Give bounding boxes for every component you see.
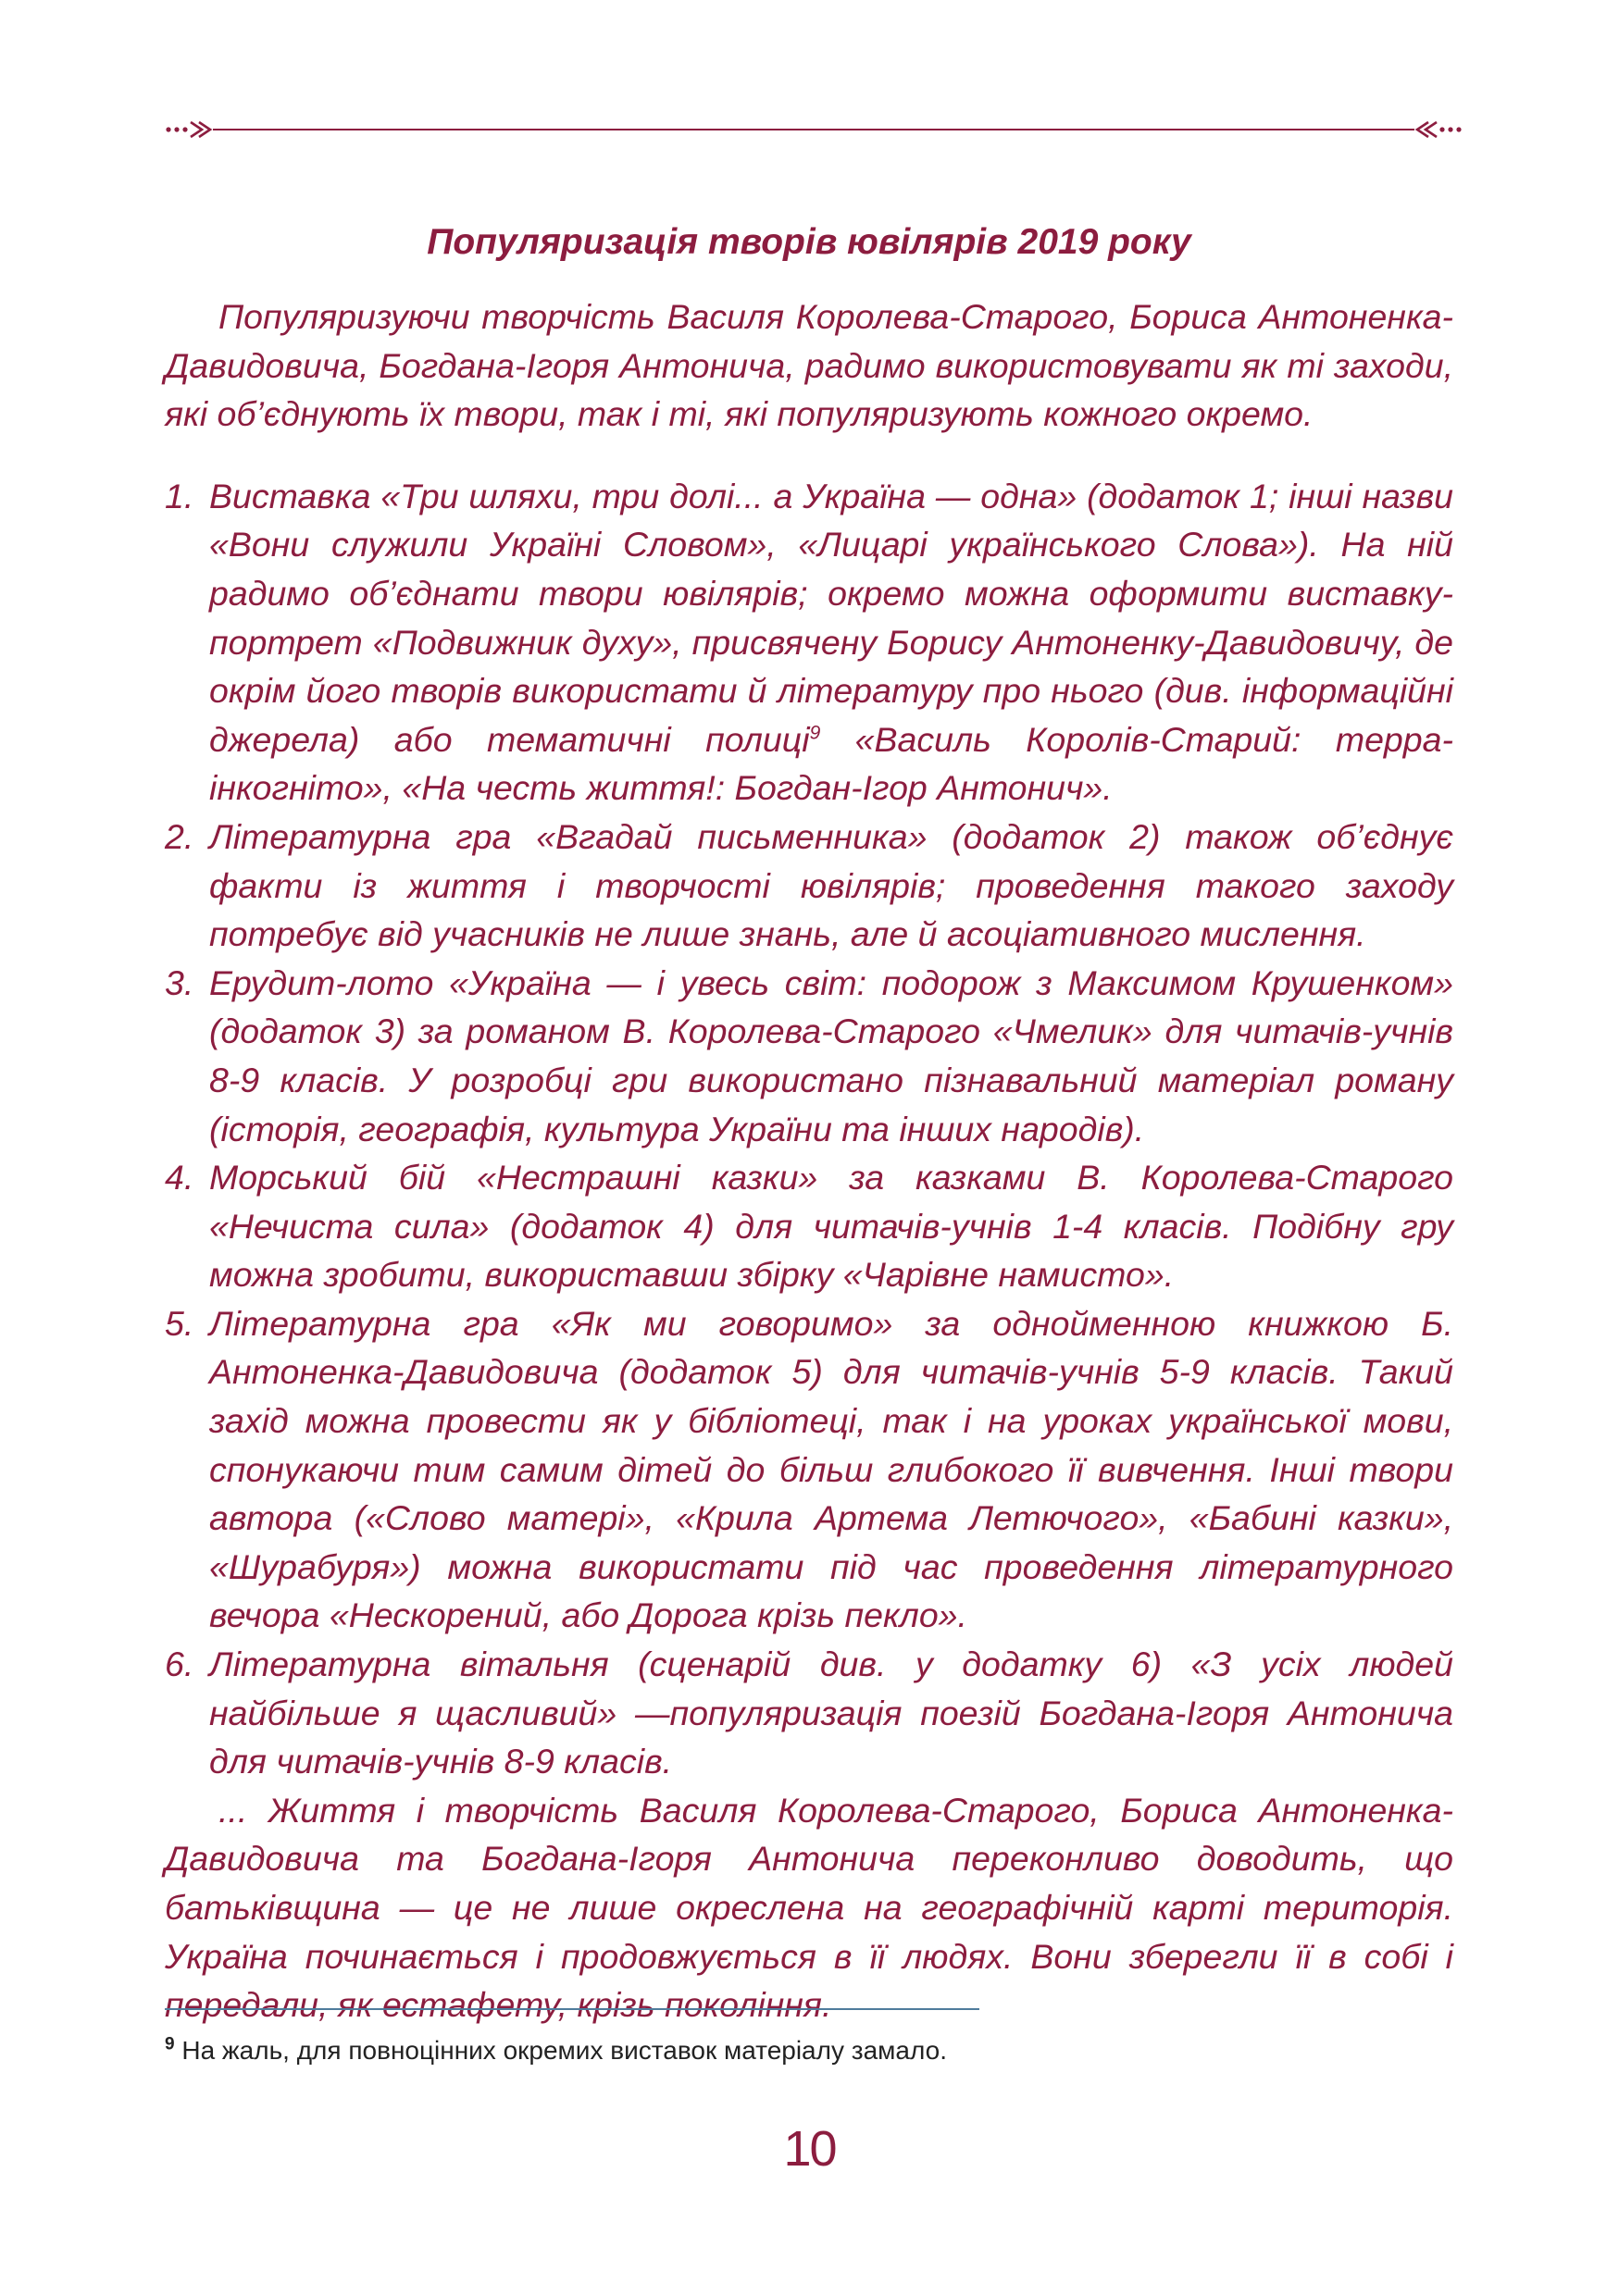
main-body [165,292,1453,2029]
list-item-number: 2. [165,816,194,856]
list-item [165,959,1453,1153]
list-item-text: Ерудит-лото «Україна — і увесь світ: подорож з Максимом Крушенком» (додаток 3) за романом В. Королева-Старого «Чмелик» для читачів-учнів 8-9 класів. У розробці гри використано пізнавальний матеріал роману (історія, географія, культура України та інших народів). [209,962,1453,1148]
footnote-mark: 9 [165,2034,175,2054]
list-item-number: 6. [165,1644,194,1684]
list-item-text: Літературна вітальня (сценарій див. у додатку 6) «З усіх людей найбільше я щасливий» —популяризація поезій Богдана-Ігоря Антонича для читачів-учнів 8-9 класів. [209,1644,1453,1781]
list-item-number: 3. [165,962,194,1002]
list-item-number: 1. [165,476,194,515]
header-ornament-rule [165,118,1463,141]
list-item [165,1299,1453,1640]
list-item-text: Виставка «Три шляхи, три долі... а Україна — одна» (додаток 1; інші назви «Вони служили Україні Словом», «Лицарі українського Слова»). На ній радимо об’єднати твори ювілярів; окремо можна оформити виставку-портрет «Подвижник духу», присвячену Борису Антоненку-Давидовичу, де окрім його творів використати й літературу про нього (див. інформаційні джерела) або тематичні полиці [209,476,1453,759]
list-item-text: Літературна гра «Вгадай письменника» (додаток 2) також об’єднує факти із життя і творчості ювілярів; проведення такого заходу потребує від учасників не лише знань, але й асоціативного мислення. [209,816,1453,954]
footnote-reference[interactable]: 9 [809,722,821,744]
list-item [165,1640,1453,1786]
section-title: Популяризація творів ювілярів 2019 року [427,222,1191,262]
footnote-divider [165,2008,979,2010]
list-item-text-continued: «Василь Королів-Старий: терра-інкогніто», «На честь життя!: Богдан-Ігор Антонич». [209,719,1453,808]
intro-paragraph: Популяризуючи творчість Василя Королева-Старого, Бориса Антоненка-Давидовича, Богдана-Ігоря Антонича, радимо використовувати як ті заходи, які об’єднують їх твори, так і ті, які популяризують кожного окремо. [165,297,1453,434]
list-item-text: Морський бій «Нестрашні казки» за казками В. Королева-Старого «Нечиста сила» (додаток 4) для читачів-учнів 1-4 класів. Подібну гру можна зробити, використавши збірку «Чарівне намисто». [209,1158,1453,1295]
list-item [165,813,1453,959]
footnote-text: На жаль, для повноцінних окремих виставок матеріалу замало. [174,2036,947,2065]
page-number: 10 [783,2121,836,2177]
recommendation-list [165,472,1453,1786]
list-item-text: Літературна гра «Як ми говоримо» за однойменною книжкою Б. Антоненка-Давидовича (додаток 5) для читачів-учнів 5-9 класів. Такий захід можна провести як у бібліотеці, так і на уроках української мови, спонукаючи тим самим дітей до більш глибокого її вивчення. Інші твори автора («Слово матері», «Крила Артема Летючого», «Бабині казки», «Шурабуря») можна використати під час проведення літературного вечора «Нескорений, або Дорога крізь пекло». [209,1303,1453,1635]
list-item [165,1153,1453,1299]
closing-paragraph: ... Життя і творчість Василя Королева-Старого, Бориса Антоненка-Давидовича та Богдана-Ігоря Антонича переконливо доводить, що батьківщина — це не лише окреслена на географічній карті територія. Україна починається і продовжується в її людях. Вони зберегли її в собі і передали, як естафету, крізь покоління. [165,1790,1453,2025]
list-item-number: 5. [165,1303,194,1343]
footnote [165,2034,1453,2067]
list-item-number: 4. [165,1158,194,1198]
list-item [165,472,1453,813]
